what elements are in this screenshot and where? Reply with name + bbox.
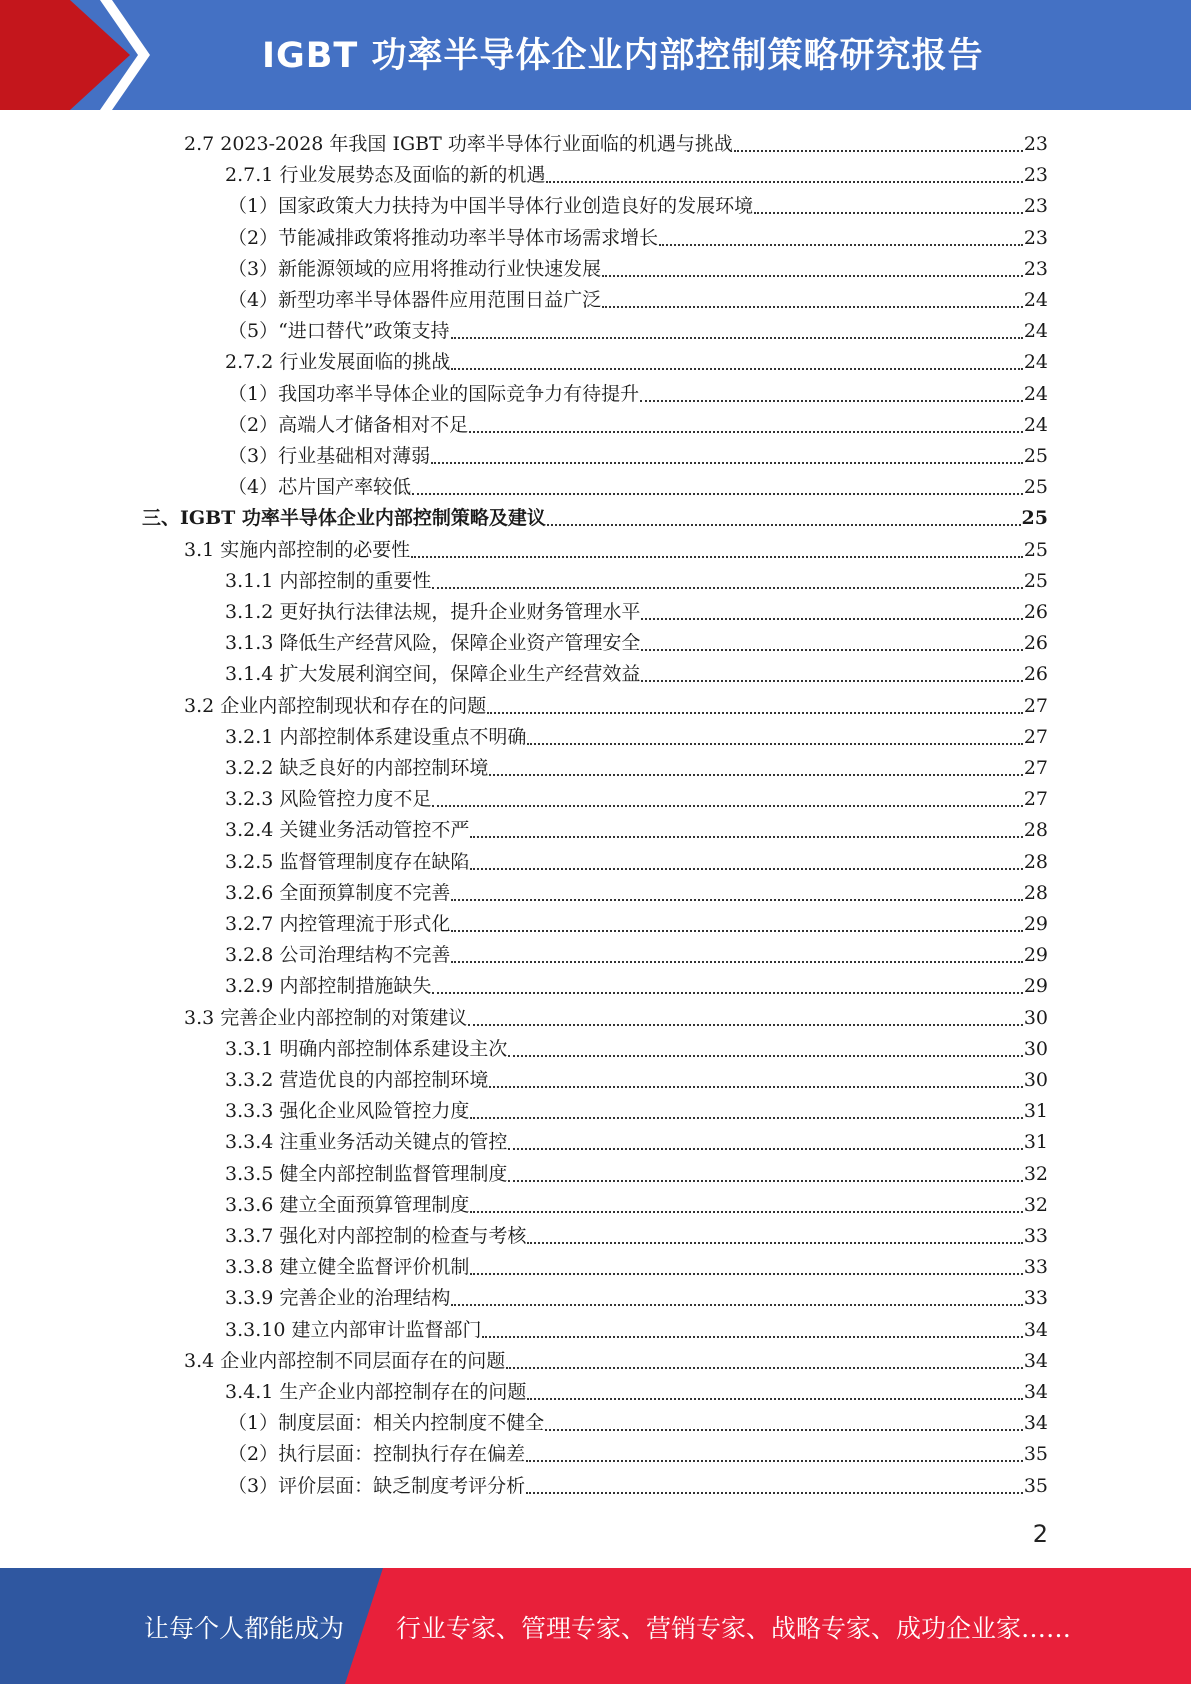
toc-entry-title: 3.1.4 扩大发展利润空间，保障企业生产经营效益 <box>225 663 641 686</box>
toc-dot-leader <box>470 1117 1022 1119</box>
toc-entry-title: （2）执行层面：控制执行存在偏差 <box>228 1443 526 1466</box>
toc-entry[interactable] <box>228 281 1048 312</box>
toc-entry-page: 27 <box>1023 788 1048 811</box>
toc-entry[interactable] <box>225 749 1048 780</box>
toc-entry-page: 33 <box>1023 1256 1048 1279</box>
toc-entry-page: 26 <box>1023 601 1048 623</box>
toc-entry[interactable] <box>225 967 1048 998</box>
toc-dot-leader <box>526 1460 1023 1462</box>
toc-dot-leader <box>641 649 1022 651</box>
toc-entry-page: 32 <box>1023 1193 1048 1216</box>
toc-entry[interactable] <box>225 343 1048 374</box>
toc-entry-title: 3.2.6 全面预算制度不完善 <box>225 881 451 904</box>
toc-entry-page: 35 <box>1023 1443 1048 1466</box>
page-footer <box>0 1568 1191 1684</box>
toc-entry-title: 3.1.2 更好执行法律法规，提升企业财务管理水平 <box>225 601 641 623</box>
toc-entry-title: 3.3.7 强化对内部控制的检查与考核 <box>225 1225 527 1247</box>
toc-entry[interactable] <box>225 718 1048 749</box>
toc-entry-page: 24 <box>1023 351 1048 374</box>
toc-dot-leader <box>640 400 1023 402</box>
toc-dot-leader <box>432 805 1022 807</box>
toc-dot-leader <box>451 337 1023 339</box>
toc-dot-leader <box>451 1304 1022 1306</box>
toc-dot-leader <box>432 992 1022 994</box>
toc-entry-title: 3.2.5 监督管理制度存在缺陷 <box>225 850 470 873</box>
toc-dot-leader <box>489 774 1022 776</box>
toc-entry-title: 3.3.3 强化企业风险管控力度 <box>225 1100 470 1123</box>
toc-entry[interactable] <box>225 1217 1048 1248</box>
toc-dot-leader <box>546 181 1022 183</box>
toc-entry-title: （4）芯片国产率较低 <box>228 476 412 499</box>
toc-entry-title: 3.2.8 公司治理结构不完善 <box>225 944 451 967</box>
toc-entry-page: 24 <box>1023 289 1048 311</box>
toc-dot-leader <box>432 587 1022 589</box>
toc-entry-page: 34 <box>1023 1412 1048 1435</box>
toc-dot-leader <box>487 712 1023 714</box>
toc-entry-page: 23 <box>1023 226 1048 249</box>
page-number: 2 <box>1032 1520 1048 1548</box>
header-title: IGBT 功率半导体企业内部控制策略研究报告 <box>262 36 984 76</box>
toc-entry-title: 3.2.9 内部控制措施缺失 <box>225 975 432 998</box>
toc-dot-leader <box>659 244 1023 246</box>
toc-dot-leader <box>545 1429 1023 1431</box>
toc-dot-leader <box>734 150 1023 152</box>
toc-entry[interactable] <box>225 1248 1048 1279</box>
toc-entry-page: 30 <box>1023 1006 1048 1029</box>
toc-entry[interactable] <box>228 187 1048 218</box>
toc-entry-page: 29 <box>1023 944 1048 967</box>
toc-entry-title: 2.7.1 行业发展势态及面临的新的机遇 <box>225 164 546 187</box>
toc-entry-page: 25 <box>1023 445 1048 467</box>
toc-dot-leader <box>431 462 1023 464</box>
toc-entry-page: 31 <box>1023 1100 1048 1123</box>
toc-dot-leader <box>451 899 1022 901</box>
toc-entry[interactable] <box>228 219 1048 250</box>
toc-entry-page: 28 <box>1023 850 1048 873</box>
footer-slogan-right: 行业专家、管理专家、营销专家、战略专家、成功企业家…… <box>396 1614 1072 1643</box>
toc-entry[interactable] <box>228 1404 1048 1435</box>
toc-dot-leader <box>470 1273 1022 1275</box>
toc-entry-title: 3.2.3 风险管控力度不足 <box>225 788 432 811</box>
toc-entry-title: 3.1.3 降低生产经营风险，保障企业资产管理安全 <box>225 632 641 655</box>
toc-entry[interactable] <box>228 250 1048 281</box>
toc-dot-leader <box>602 275 1023 277</box>
toc-dot-leader <box>641 618 1022 620</box>
toc-dot-leader <box>547 524 1021 526</box>
toc-entry-title: 2.7 2023-2028 年我国 IGBT 功率半导体行业面临的机遇与挑战 <box>184 133 733 155</box>
toc-entry-title: 3.2.2 缺乏良好的内部控制环境 <box>225 757 489 779</box>
toc-entry-page: 25 <box>1023 569 1048 592</box>
toc-entry-page: 26 <box>1023 632 1048 655</box>
toc-entry[interactable] <box>225 1123 1048 1154</box>
toc-entry[interactable] <box>228 312 1048 343</box>
toc-entry-title: （2）节能减排政策将推动功率半导体市场需求增长 <box>228 226 659 249</box>
toc-entry[interactable] <box>225 1373 1048 1404</box>
toc-entry-title: 三、IGBT 功率半导体企业内部控制策略及建议 <box>142 507 546 530</box>
toc-entry[interactable] <box>225 780 1048 811</box>
toc-entry-title: （1）制度层面：相关内控制度不健全 <box>228 1412 545 1435</box>
toc-entry[interactable] <box>225 843 1048 874</box>
toc-entry-title: 2.7.2 行业发展面临的挑战 <box>225 351 451 374</box>
toc-entry[interactable] <box>225 1186 1048 1217</box>
toc-dot-leader <box>602 306 1023 308</box>
toc-entry[interactable] <box>228 375 1048 406</box>
toc-entry-page: 23 <box>1023 133 1048 155</box>
toc-entry[interactable] <box>228 1435 1048 1466</box>
toc-dot-leader <box>468 1024 1023 1026</box>
toc-dot-leader <box>451 368 1022 370</box>
toc-entry-page: 35 <box>1023 1474 1048 1497</box>
toc-entry[interactable] <box>228 437 1048 468</box>
toc-entry-title: 3.3.10 建立内部审计监督部门 <box>225 1318 482 1341</box>
toc-entry-title: （3）评价层面：缺乏制度考评分析 <box>228 1474 526 1497</box>
toc-entry-title: 3.3.6 建立全面预算管理制度 <box>225 1193 470 1216</box>
toc-entry[interactable] <box>142 499 1048 530</box>
toc-entry-page: 27 <box>1023 725 1048 748</box>
toc-entry-page: 25 <box>1023 476 1048 499</box>
toc-entry[interactable] <box>228 406 1048 437</box>
toc-entry-title: 3.3 完善企业内部控制的对策建议 <box>184 1006 468 1029</box>
toc-entry-page: 24 <box>1023 320 1048 343</box>
toc-entry-title: 3.1.1 内部控制的重要性 <box>225 569 432 592</box>
toc-entry-page: 25 <box>1023 538 1048 561</box>
toc-entry-page: 28 <box>1023 881 1048 904</box>
toc-entry[interactable] <box>225 655 1048 686</box>
toc-entry[interactable] <box>225 562 1048 593</box>
toc-entry-title: （1）国家政策大力扶持为中国半导体行业创造良好的发展环境 <box>228 195 754 218</box>
toc-entry-page: 33 <box>1023 1225 1048 1247</box>
toc-entry[interactable] <box>228 468 1048 499</box>
toc-entry-page: 34 <box>1023 1349 1048 1372</box>
toc-dot-leader <box>469 431 1023 433</box>
toc-entry-page: 34 <box>1023 1381 1048 1403</box>
toc-dot-leader <box>489 1086 1022 1088</box>
toc-dot-leader <box>451 961 1022 963</box>
toc-entry-title: 3.2.7 内控管理流于形式化 <box>225 913 451 935</box>
toc-entry-title: 3.2.4 关键业务活动管控不严 <box>225 819 470 842</box>
toc-entry-page: 34 <box>1023 1318 1048 1341</box>
toc-entry-title: 3.1 实施内部控制的必要性 <box>184 538 411 561</box>
toc-entry[interactable] <box>225 1092 1048 1123</box>
toc-dot-leader <box>527 1242 1022 1244</box>
toc-entry-page: 24 <box>1023 413 1048 436</box>
header-red-arrow <box>0 0 130 110</box>
toc-dot-leader <box>508 1180 1022 1182</box>
toc-entry-title: 3.3.9 完善企业的治理结构 <box>225 1287 451 1310</box>
toc-entry[interactable] <box>225 936 1048 967</box>
toc-entry[interactable] <box>184 531 1048 562</box>
toc-entry-title: 3.3.2 营造优良的内部控制环境 <box>225 1069 489 1091</box>
toc-dot-leader <box>526 1492 1023 1494</box>
toc-entry-page: 33 <box>1023 1287 1048 1310</box>
page-header <box>0 0 1191 110</box>
toc-dot-leader <box>482 1336 1022 1338</box>
toc-entry-page: 23 <box>1023 257 1048 280</box>
toc-entry-page: 28 <box>1023 819 1048 842</box>
toc-entry[interactable] <box>225 1061 1048 1092</box>
toc-entry-page: 29 <box>1023 975 1048 998</box>
toc-dot-leader <box>527 743 1022 745</box>
toc-dot-leader <box>506 1367 1023 1369</box>
toc-entry-page: 30 <box>1023 1069 1048 1091</box>
toc-entry[interactable] <box>225 1030 1048 1061</box>
toc-dot-leader <box>470 836 1022 838</box>
toc-dot-leader <box>451 930 1022 932</box>
toc-entry-page: 24 <box>1023 382 1048 405</box>
toc-dot-leader <box>470 868 1022 870</box>
toc-entry-title: 3.3.1 明确内部控制体系建设主次 <box>225 1037 508 1060</box>
toc-entry[interactable] <box>225 156 1048 187</box>
toc-entry-title: （2）高端人才储备相对不足 <box>228 413 469 436</box>
toc-entry-title: 3.2.1 内部控制体系建设重点不明确 <box>225 725 527 748</box>
toc-entry-title: 3.3.8 建立健全监督评价机制 <box>225 1256 470 1279</box>
toc-dot-leader <box>412 493 1023 495</box>
toc-entry-page: 31 <box>1023 1131 1048 1154</box>
toc-entry-title: 3.4 企业内部控制不同层面存在的问题 <box>184 1349 506 1372</box>
toc-entry[interactable] <box>225 1155 1048 1186</box>
toc-entry[interactable] <box>184 125 1048 156</box>
toc-entry-title: （3）行业基础相对薄弱 <box>228 445 431 467</box>
toc-dot-leader <box>508 1055 1022 1057</box>
toc-entry[interactable] <box>225 1311 1048 1342</box>
toc-entry-page: 23 <box>1023 164 1048 187</box>
toc-entry-title: （3）新能源领域的应用将推动行业快速发展 <box>228 257 602 280</box>
toc-entry-title: （5）“进口替代”政策支持 <box>228 320 450 343</box>
toc-entry[interactable] <box>225 811 1048 842</box>
toc-dot-leader <box>754 212 1023 214</box>
toc-entry-title: 3.3.5 健全内部控制监督管理制度 <box>225 1162 508 1185</box>
toc-entry-title: 3.4.1 生产企业内部控制存在的问题 <box>225 1381 527 1403</box>
toc-dot-leader <box>641 680 1022 682</box>
toc-entry-page: 30 <box>1023 1037 1048 1060</box>
toc-entry-page: 32 <box>1023 1162 1048 1185</box>
toc-dot-leader <box>527 1398 1022 1400</box>
toc-dot-leader <box>508 1148 1022 1150</box>
toc-entry[interactable] <box>225 624 1048 655</box>
toc-entry-title: 3.3.4 注重业务活动关键点的管控 <box>225 1131 508 1154</box>
toc-entry-title: （1）我国功率半导体企业的国际竞争力有待提升 <box>228 382 640 405</box>
footer-slogan-left: 让每个人都能成为 <box>144 1614 345 1643</box>
toc-entry[interactable] <box>228 1467 1048 1498</box>
toc-entry[interactable] <box>225 1279 1048 1310</box>
toc-entry-page: 26 <box>1023 663 1048 686</box>
toc-entry-page: 27 <box>1023 694 1048 717</box>
toc-entry[interactable] <box>225 874 1048 905</box>
toc-entry[interactable] <box>184 999 1048 1030</box>
toc-entry-page: 23 <box>1023 195 1048 218</box>
toc-entry[interactable] <box>184 1342 1048 1373</box>
toc-entry-title: （4）新型功率半导体器件应用范围日益广泛 <box>228 289 602 311</box>
toc-entry[interactable] <box>225 905 1048 936</box>
toc-entry[interactable] <box>225 593 1048 624</box>
toc-entry-page: 25 <box>1021 507 1048 530</box>
toc-dot-leader <box>411 556 1023 558</box>
toc-entry-page: 29 <box>1023 913 1048 935</box>
toc-entry[interactable] <box>184 687 1048 718</box>
toc-entry-title: 3.2 企业内部控制现状和存在的问题 <box>184 694 487 717</box>
toc-entry-page: 27 <box>1023 757 1048 779</box>
toc-dot-leader <box>470 1211 1022 1213</box>
